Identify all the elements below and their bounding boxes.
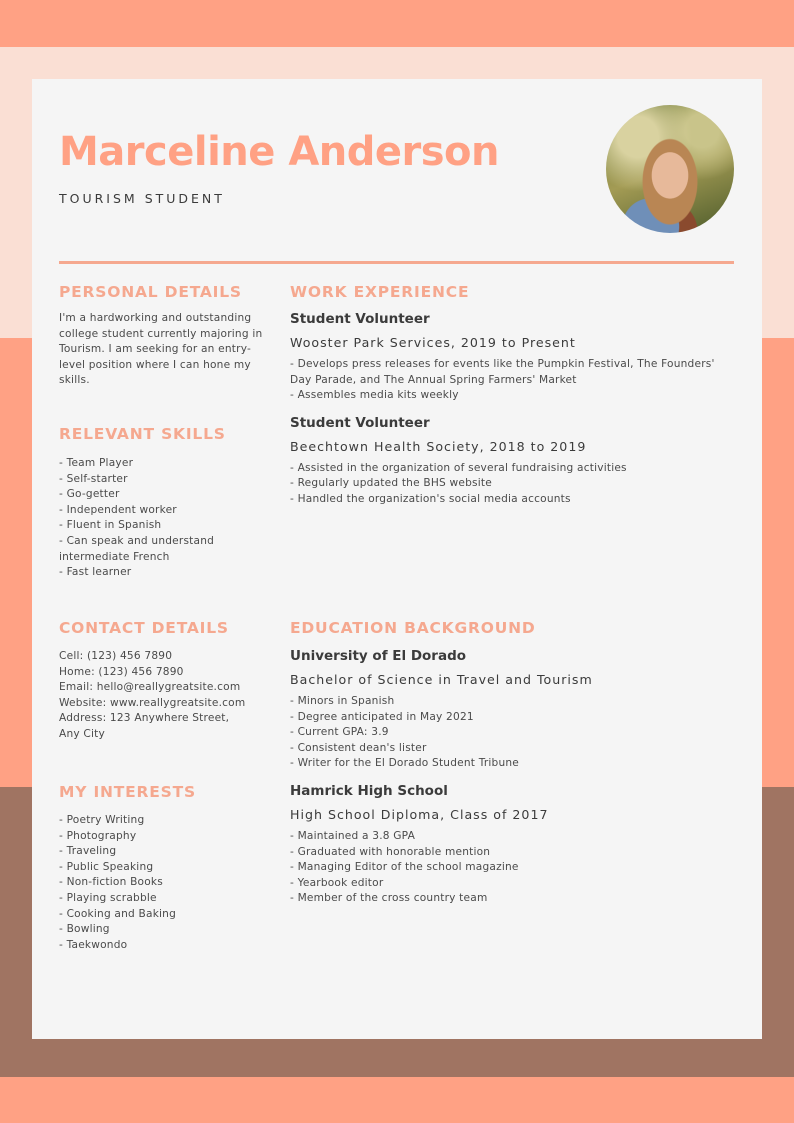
list-item: - Go-getter	[59, 488, 120, 501]
contact-address: Address: 123 Anywhere Street, Any City	[59, 712, 230, 740]
job-organization: Wooster Park Services, 2019 to Present	[290, 335, 576, 350]
list-item: - Assembles media kits weekly	[290, 389, 459, 402]
list-item: - Develops press releases for events like the Pumpkin Festival, The Founders' Day Parade, and The Annual Spring Farmers' Market	[290, 358, 715, 386]
skills-section	[59, 425, 271, 581]
list-item: - Managing Editor of the school magazine	[290, 861, 519, 874]
list-item: - Minors in Spanish	[290, 695, 395, 707]
candidate-role: TOURISM STUDENT	[59, 191, 225, 206]
job-title: Student Volunteer	[290, 414, 430, 431]
contact-cell: Cell: (123) 456 7890	[59, 650, 173, 662]
job-organization: Beechtown Health Society, 2018 to 2019	[290, 438, 587, 454]
list-item: - Self-starter	[59, 472, 128, 485]
section-title: PERSONAL DETAILS	[59, 283, 242, 301]
list-item: - Degree anticipated in May 2021	[290, 710, 474, 723]
list-item: - Public Speaking	[59, 860, 154, 873]
list-item: - Member of the cross country team	[290, 892, 488, 905]
school-name: University of El Dorado	[290, 648, 467, 664]
list-item: - Bowling	[59, 923, 110, 936]
profile-photo	[606, 105, 734, 233]
degree: Bachelor of Science in Travel and Tourism	[290, 672, 593, 687]
education-details	[290, 829, 735, 907]
list-item: - Poetry Writing	[59, 814, 145, 826]
work-experience-section	[290, 283, 735, 508]
resume-card	[32, 79, 762, 1039]
list-item: - Taekwondo	[59, 938, 128, 951]
section-title: MY INTERESTS	[59, 783, 196, 801]
list-item: - Non-fiction Books	[59, 876, 163, 889]
list-item: - Yearbook editor	[290, 876, 384, 889]
list-item: - Assisted in the organization of several fundraising activities	[290, 461, 627, 474]
list-item: - Consistent dean's lister	[290, 741, 427, 754]
personal-details-section	[59, 283, 271, 389]
interests-section	[59, 783, 271, 953]
section-title: RELEVANT SKILLS	[59, 425, 226, 443]
list-item: - Cooking and Baking	[59, 907, 177, 920]
background-band-bottom	[0, 1077, 794, 1123]
list-item: - Regularly updated the BHS website	[290, 477, 492, 490]
contact-website[interactable]: Website: www.reallygreatsite.com	[59, 696, 246, 709]
personal-summary: I'm a hardworking and outstanding college student currently majoring in Tourism. I am seeking for an entry-level position where I can hone my skills.	[59, 312, 263, 387]
job-duties	[290, 357, 735, 404]
section-title: EDUCATION BACKGROUND	[290, 619, 536, 637]
contact-list	[59, 649, 271, 743]
header-divider	[59, 261, 734, 264]
list-item: - Photography	[59, 829, 137, 842]
job-entry	[290, 415, 735, 508]
skills-list	[59, 456, 271, 581]
list-item: - Can speak and understand intermediate French	[59, 534, 215, 563]
list-item: - Handled the organization's social media accounts	[290, 492, 571, 505]
list-item: - Maintained a 3.8 GPA	[290, 829, 416, 842]
list-item: - Team Player	[59, 457, 134, 469]
list-item: - Current GPA: 3.9	[290, 726, 389, 739]
list-item: - Graduated with honorable mention	[290, 845, 491, 858]
background-band-top	[0, 0, 794, 47]
education-entry	[290, 648, 735, 772]
job-duties	[290, 461, 735, 508]
education-entry	[290, 783, 735, 907]
section-title: WORK EXPERIENCE	[290, 283, 470, 301]
job-title: Student Volunteer	[290, 311, 430, 327]
interests-list	[59, 813, 271, 953]
list-item: - Independent worker	[59, 503, 177, 516]
list-item: - Fast learner	[59, 566, 132, 579]
school-name: Hamrick High School	[290, 782, 448, 799]
list-item: - Playing scrabble	[59, 891, 157, 904]
list-item: - Writer for the El Dorado Student Tribune	[290, 757, 519, 770]
list-item: - Fluent in Spanish	[59, 519, 162, 532]
contact-home: Home: (123) 456 7890	[59, 665, 184, 678]
job-entry	[290, 311, 735, 404]
candidate-name: Marceline Anderson	[59, 129, 500, 175]
contact-email[interactable]: Email: hello@reallygreatsite.com	[59, 681, 241, 694]
degree: High School Diploma, Class of 2017	[290, 806, 549, 822]
section-title: CONTACT DETAILS	[59, 619, 229, 637]
education-section	[290, 619, 735, 907]
contact-section	[59, 619, 271, 743]
list-item: - Traveling	[59, 845, 117, 858]
education-details	[290, 694, 735, 772]
